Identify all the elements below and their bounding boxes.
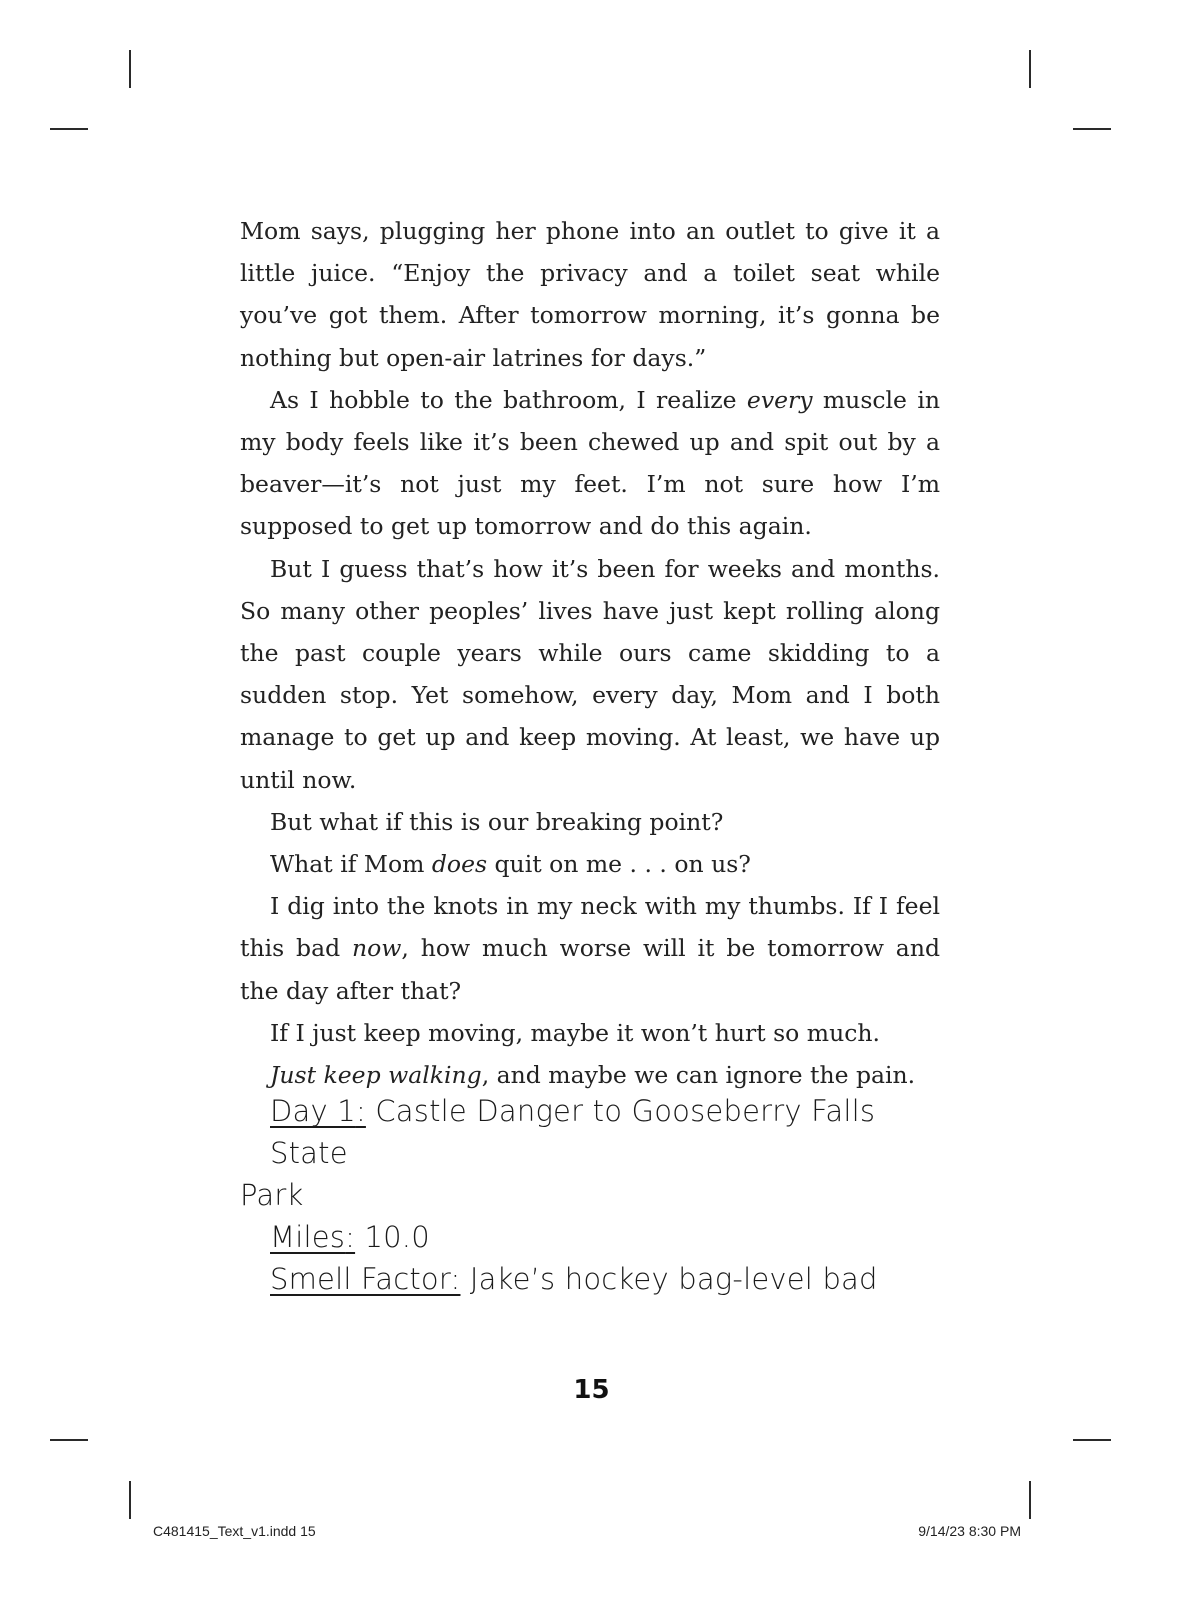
- miles-line: Miles: 10.0: [270, 1220, 430, 1254]
- paragraph: [240, 379, 940, 548]
- italic-run: now: [352, 934, 402, 963]
- crop-mark-left-lower: [50, 1439, 88, 1441]
- text-run: quit on me . . . on us?: [487, 850, 751, 879]
- miles-label: Miles: [270, 1220, 346, 1254]
- text-run: If I just keep moving, maybe it won’t hurt so much.: [270, 1018, 880, 1047]
- day-label: Day 1: [270, 1094, 356, 1128]
- day-value: Castle Danger to Gooseberry Falls State: [270, 1094, 876, 1170]
- body-text: [240, 210, 940, 1096]
- text-run: , and maybe we can ignore the pain.: [481, 1061, 916, 1090]
- text-run: I dig into the knots in my neck with my thumbs. If I feel this bad: [240, 892, 940, 963]
- day-line: Day 1: Castle Danger to Gooseberry Falls State: [270, 1094, 876, 1170]
- crop-mark-right-lower: [1073, 1439, 1111, 1441]
- text-run: But what if this is our breaking point?: [270, 807, 724, 836]
- paragraph: [240, 548, 940, 801]
- paragraph: [240, 801, 940, 843]
- text-run: What if Mom: [270, 850, 432, 879]
- text-run: As I hobble to the bathroom, I realize: [270, 385, 747, 414]
- italic-run: every: [746, 385, 813, 414]
- crop-mark-left-upper: [50, 128, 88, 130]
- paragraph: [240, 885, 940, 1012]
- crop-mark-top-left: [129, 50, 131, 88]
- trail-log: [240, 1090, 940, 1300]
- paragraph: [240, 210, 940, 379]
- day-value-continued: Park: [240, 1178, 304, 1212]
- miles-value: 10.0: [364, 1220, 430, 1254]
- italic-run: does: [431, 850, 488, 879]
- crop-mark-right-upper: [1073, 128, 1111, 130]
- crop-mark-bottom-left: [129, 1481, 131, 1519]
- smell-label: Smell Factor: [270, 1262, 451, 1296]
- paragraph: [240, 843, 940, 885]
- text-run: But I guess that’s how it’s been for weeks and months. So many other peoples’ lives have just kept rolling along the past couple years while ours came skidding to a sudden stop. Yet somehow, every day, Mom and I both manage to get up and keep moving. At least, we have up until now.: [240, 554, 940, 794]
- slug-file-name: C481415_Text_v1.indd 15: [153, 1523, 316, 1539]
- smell-value: Jake’s hockey bag-level bad: [469, 1262, 878, 1296]
- smell-line: Smell Factor: Jake’s hockey bag-level bad: [270, 1262, 878, 1296]
- day-line-continued: [240, 1174, 940, 1216]
- text-run: Mom says, plugging her phone into an outlet to give it a little juice. “Enjoy the privacy and a toilet seat while you’ve got them. After tomorrow morning, it’s gonna be nothing but open-air latrines for days.”: [240, 217, 940, 372]
- crop-mark-bottom-right: [1029, 1481, 1031, 1519]
- page-number: 15: [573, 1375, 610, 1405]
- text-run: muscle in my body feels like it’s been chewed up and spit out by a beaver—it’s not just my feet. I’m not sure how I’m supposed to get up tomorrow and do this again.: [240, 385, 940, 541]
- paragraph: [240, 1012, 940, 1054]
- slug-date-time: 9/14/23 8:30 PM: [918, 1523, 1021, 1539]
- italic-run: Just keep walking: [270, 1061, 482, 1090]
- text-run: , how much worse will it be tomorrow and the day after that?: [240, 934, 940, 1005]
- crop-mark-top-right: [1029, 50, 1031, 88]
